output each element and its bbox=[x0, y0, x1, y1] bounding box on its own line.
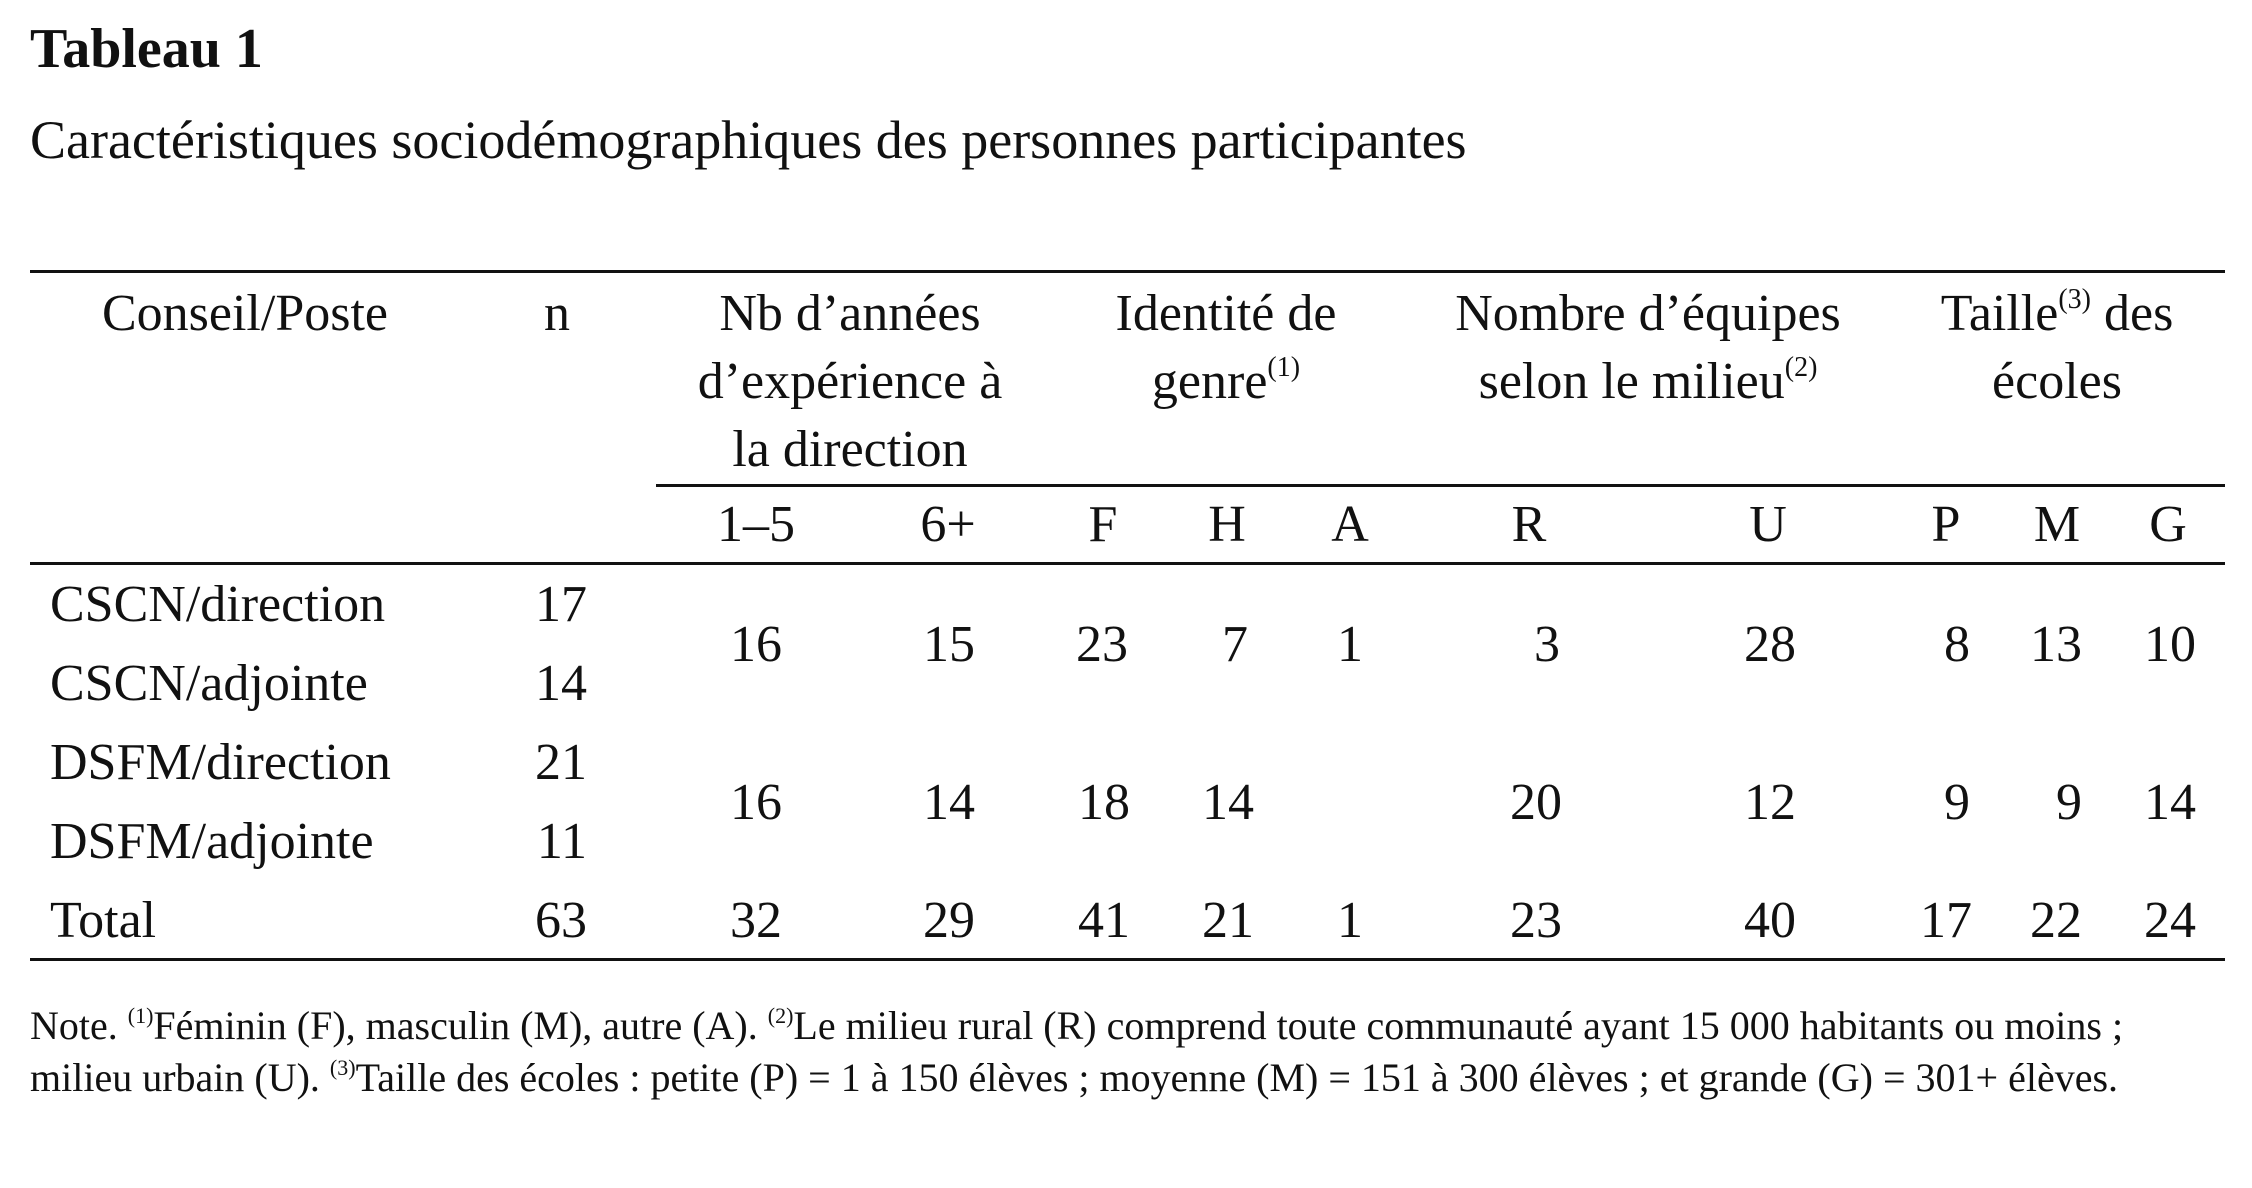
table-title: Caractéristiques sociodémographiques des personnes participantes bbox=[30, 110, 1467, 170]
dsfm-u: 12 bbox=[1744, 774, 1796, 831]
cscn-g: 10 bbox=[2144, 616, 2196, 673]
dsfm-g: 14 bbox=[2144, 774, 2196, 831]
n-cscn-direction: 17 bbox=[535, 576, 587, 633]
table-note: Note. $^{(1)}$Féminin (F), masculin (M), autre (A). $^{(2)}$Le milieu rural (R) comprend toute communauté ayant 15 000 habitants ou moins ; milieu urbain (U). $^{(3)}$Taille des écoles : petite (P) = 1 à 150 élèves ; moyenne (M) = 151 à 300 élèves ; et grande (G) = 301+ élèves. bbox=[30, 1003, 2124, 1100]
total-g: 24 bbox=[2144, 892, 2196, 949]
subheader-exp-1-5: 1–5 bbox=[717, 496, 795, 553]
cscn-m: 13 bbox=[2030, 616, 2082, 673]
dsfm-f: 18 bbox=[1078, 774, 1130, 831]
dsfm-m: 9 bbox=[2056, 774, 2082, 831]
header-teams: Nombre d’équipes selon le milieu$^{(2)}$ bbox=[1455, 285, 1841, 410]
subheader-exp-6plus: 6+ bbox=[920, 496, 976, 553]
total-h: 21 bbox=[1202, 892, 1254, 949]
header-mid-rule bbox=[656, 484, 2225, 487]
total-f: 41 bbox=[1078, 892, 1130, 949]
header-n: n bbox=[544, 285, 570, 342]
cscn-u: 28 bbox=[1744, 616, 1796, 673]
header-conseil-poste: Conseil/Poste bbox=[101, 285, 389, 342]
dsfm-exp-6plus: 14 bbox=[923, 774, 975, 831]
n-cscn-adjointe: 14 bbox=[535, 655, 587, 712]
total-a: 1 bbox=[1337, 892, 1363, 949]
subheader-m: M bbox=[2033, 496, 2081, 553]
total-r: 23 bbox=[1510, 892, 1562, 949]
subheader-u: U bbox=[1749, 496, 1787, 553]
cscn-f: 23 bbox=[1076, 616, 1128, 673]
subheader-a: A bbox=[1331, 496, 1369, 553]
cscn-exp-6plus: 15 bbox=[923, 616, 975, 673]
dsfm-exp-1-5: 16 bbox=[730, 774, 782, 831]
total-exp-6plus: 29 bbox=[923, 892, 975, 949]
dsfm-h: 14 bbox=[1202, 774, 1254, 831]
total-u: 40 bbox=[1744, 892, 1796, 949]
subheader-f: F bbox=[1088, 496, 1118, 553]
subheader-h: H bbox=[1208, 496, 1246, 553]
header-gender: Identité de genre$^{(1)}$ bbox=[1115, 285, 1337, 410]
subheader-p: P bbox=[1931, 496, 1961, 553]
note-prefix: Note. bbox=[30, 1003, 128, 1048]
cscn-p: 8 bbox=[1944, 616, 1970, 673]
note-school-size: Taille des écoles : petite (P) = 1 à 150 élèves ; moyenne (M) = 151 à 300 élèves ; et grande (G) = 301+ élèves. bbox=[355, 1055, 2119, 1100]
top-rule bbox=[30, 270, 2225, 273]
row-label-dsfm-direction: DSFM/direction bbox=[50, 734, 391, 791]
header-school-size: Taille$^{(3)}$ des écoles bbox=[1940, 284, 2174, 410]
subheader-r: R bbox=[1511, 496, 1547, 553]
dsfm-r: 20 bbox=[1510, 774, 1562, 831]
header-bottom-rule bbox=[30, 562, 2225, 565]
n-total: 63 bbox=[535, 892, 587, 949]
row-label-cscn-direction: CSCN/direction bbox=[50, 576, 386, 633]
row-label-total: Total bbox=[50, 892, 157, 949]
n-dsfm-direction: 21 bbox=[535, 734, 587, 791]
subheader-g: G bbox=[2149, 496, 2187, 553]
row-label-dsfm-adjointe: DSFM/adjointe bbox=[50, 813, 374, 870]
total-p: 17 bbox=[1920, 892, 1972, 949]
cscn-h: 7 bbox=[1222, 616, 1248, 673]
note-gender: Féminin (F), masculin (M), autre (A). bbox=[153, 1003, 768, 1048]
total-m: 22 bbox=[2030, 892, 2082, 949]
note-milieu: Le milieu rural (R) comprend toute communauté ayant 15 000 habitants ou moins ; milieu urbain (U). bbox=[30, 1003, 2124, 1100]
cscn-a: 1 bbox=[1337, 616, 1363, 673]
cscn-exp-1-5: 16 bbox=[730, 616, 782, 673]
n-dsfm-adjointe: 11 bbox=[536, 813, 587, 870]
bottom-rule bbox=[30, 958, 2225, 961]
header-experience: Nb d’années d’expérience à la direction bbox=[697, 285, 1003, 478]
row-label-cscn-adjointe: CSCN/adjointe bbox=[50, 655, 368, 712]
cscn-r: 3 bbox=[1534, 616, 1560, 673]
table-label: Tableau 1 bbox=[30, 18, 263, 80]
total-exp-1-5: 32 bbox=[730, 892, 782, 949]
dsfm-p: 9 bbox=[1944, 774, 1970, 831]
